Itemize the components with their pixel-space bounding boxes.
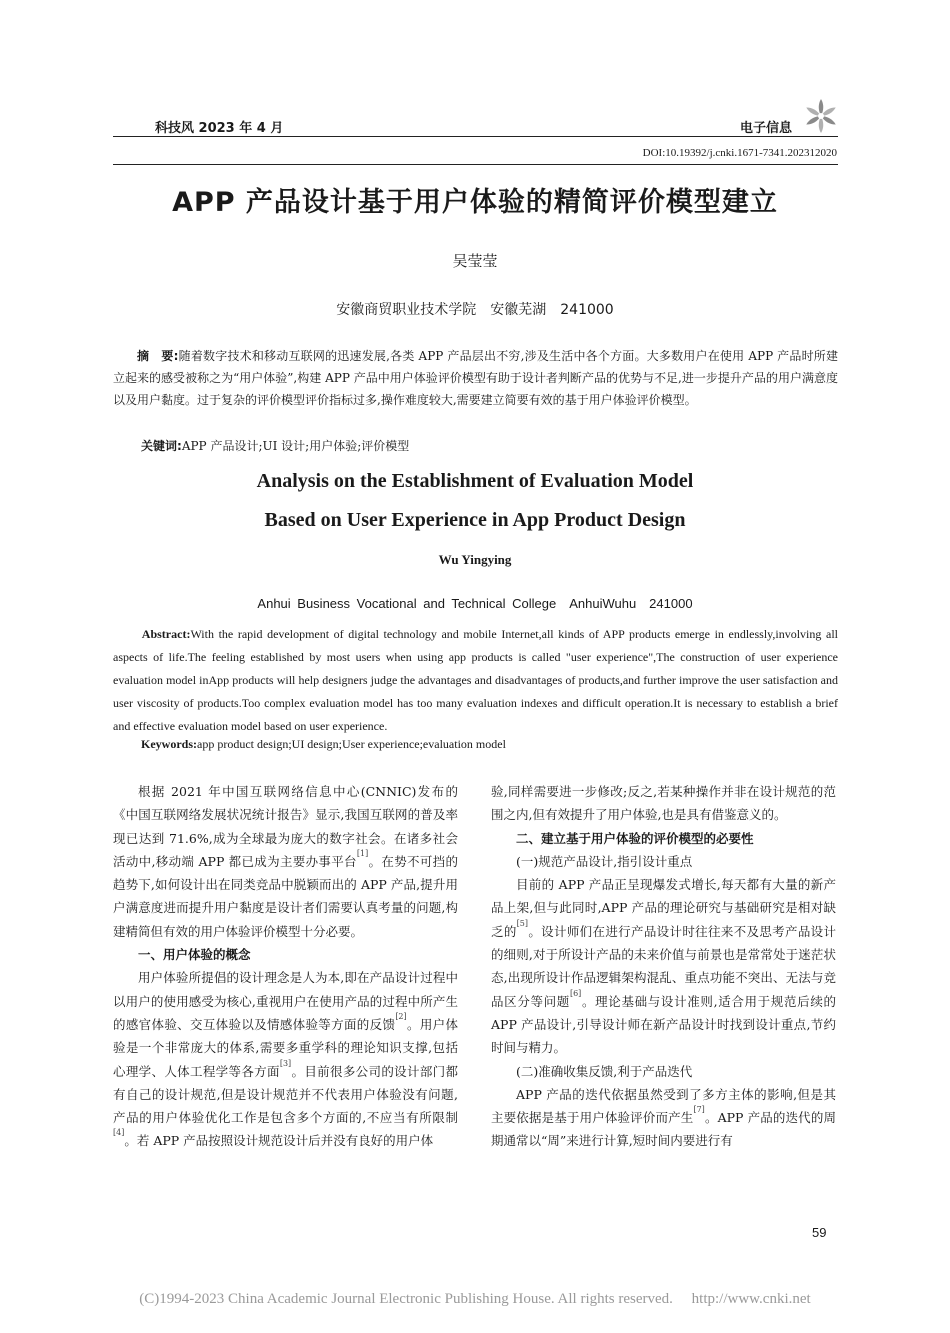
journal-header: 科技风 2023 年 4 月 [155,121,284,136]
author-name: 吴莹莹 [452,252,498,270]
body-paragraph [491,1083,836,1153]
paragraph-text: 。若 APP 产品按照设计规范设计后并没有良好的用户体 [124,1133,434,1149]
section-heading-1: 一、用户体验的概念 [138,947,251,963]
section-header: 电子信息 [740,121,793,136]
abstract-en-label: Abstract: [141,627,191,641]
body-paragraph [113,780,458,943]
subsection-heading-2: (二)准确收集反馈,利于产品迭代 [516,1063,693,1079]
paragraph-text: 。在势不可挡的趋势下,如何设计出在同类竞品中脱颖而出的 APP 产品,提升用户满意度进而提升用户黏度是设计者们需要认真考量的问题,构建精简但有效的用户体验评价模型十分必要。 [113,853,458,939]
abstract-zh-label: 摘 要: [137,349,179,363]
journal-logo-icon [803,98,839,134]
paragraph-text: 。设计师们在进行产品设计时往往来不及思考产品设计的细则,对于所设计产品的未来价值与前景也是常常处于迷茫状态,出现所设计作品逻辑架构混乱、重点功能不突出、无法与竞品区分等问题 [491,923,836,1009]
keywords-en-label: Keywords: [141,737,197,751]
english-affiliation: Anhui Business Vocational and Technical College AnhuiWuhu 241000 [257,596,693,611]
citation: [4] [113,1128,125,1138]
header-rule [113,136,838,137]
citation: [6] [569,988,582,998]
citation: [3] [279,1058,292,1068]
paragraph-text: 目前的 APP 产品正呈现爆发式增长,每天都有大量的新产品上架,但与此同时,APP 产品的理论研究与基础研究是相对缺乏的 [491,877,836,939]
body-paragraph: 验,同样需要进一步修改;反之,若某种操作并非在设计规范的范围之内,但有效提升了用户体验,也是具有借鉴意义的。 [491,784,836,823]
keywords-zh [141,437,409,454]
page-number: 59 [812,1225,827,1240]
citation: [5] [516,918,529,928]
keywords-zh-text: APP 产品设计;UI 设计;用户体验;评价模型 [181,439,410,453]
page-title: APP 产品设计基于用户体验的精简评价模型建立 [172,187,778,218]
body-paragraph [491,873,836,1059]
paragraph-text: 。APP 产品的迭代的周期通常以“周”来进行计算,短时间内要进行有 [491,1110,836,1149]
copyright-watermark: (C)1994-2023 China Academic Journal Electronic Publishing House. All rights reserved. http://www.cnki.net [139,1291,811,1307]
section-heading-2: 二、建立基于用户体验的评价模型的必要性 [516,830,754,846]
english-title-line1: Analysis on the Establishment of Evaluation Model [256,470,694,492]
keywords-en [141,737,506,752]
body-column-left [113,780,458,1153]
body-paragraph [113,966,458,1152]
affiliation: 安徽商贸职业技术学院 安徽芜湖 241000 [336,302,614,318]
doi: DOI:10.19392/j.cnki.1671-7341.202312020 [642,147,837,159]
paragraph-text: 。理论基础与设计准则,适合用于规范后续的 APP 产品设计,引导设计师在新产品设计时找到设计重点,节约时间与精力。 [491,993,836,1056]
abstract-en [113,623,838,738]
subsection-heading-1: (一)规范产品设计,指引设计重点 [516,853,693,869]
paragraph-text: 用户体验所提倡的设计理念是人为本,即在产品设计过程中以用户的使用感受为核心,重视用户在使用产品的过程中所产生的感官体验、交互体验以及情感体验等方面的反馈 [113,970,458,1032]
keywords-en-text: app product design;UI design;User experience;evaluation model [197,737,506,751]
paragraph-text: 。用户体验是一个非常庞大的体系,需要多重学科的理论知识支撑,包括心理学、人体工程学等各方面 [113,1016,458,1079]
english-author: Wu Yingying [438,552,512,567]
citation: [2] [395,1011,407,1021]
doi-rule [113,164,838,165]
citation: [7] [693,1105,705,1115]
paragraph-text: 。目前很多公司的设计部门都有自己的设计规范,但是设计规范并不代表用户体验没有问题,产品的用户体验优化工作是包含多个方面的,不应当有所限制 [113,1063,458,1126]
abstract-zh [113,345,838,411]
paragraph-text: 根据 2021 年中国互联网络信息中心(CNNIC)发布的《中国互联网络发展状况统计报告》显示,我国互联网的普及率现已达到 71.6%,成为全球最为庞大的数字社会。在诸多社会活动中,移动端 APP 都已成为主要办事平台 [113,784,458,869]
abstract-en-text: With the rapid development of digital technology and mobile Internet,all kinds of APP products emerge in endlessly,involving all aspects of life.The feeling established by most users when using app products is called "user experience",The construction of user experience evaluation model inApp products will help designers judge the advantages and disadvantages of products,and further improve the user satisfaction and user viscosity of products.Too complex evaluation model has too many evaluation indexes and difficult operation.It is necessary to establish a brief and effective evaluation model based on user experience. [113,627,838,733]
paragraph-text: APP 产品的迭代依据虽然受到了多方主体的影响,但是其主要依据是基于用户体验评价而产生 [491,1086,836,1126]
keywords-zh-label: 关键词: [141,439,182,453]
citation: [1] [356,848,369,858]
english-title-line2: Based on User Experience in App Product Design [264,509,686,531]
abstract-zh-text: 随着数字技术和移动互联网的迅速发展,各类 APP 产品层出不穷,涉及生活中各个方面。大多数用户在使用 APP 产品时所建立起来的感受被称之为“用户体验”,构建 APP 产品中用户体验评价模型有助于设计者判断产品的优势与不足,进一步提升产品的用户满意度以及用户黏度。过于复杂的评价模型评价指标过多,操作难度较大,需要建立简要有效的基于用户体验评价模型。 [113,349,838,407]
body-column-right [491,780,836,1153]
